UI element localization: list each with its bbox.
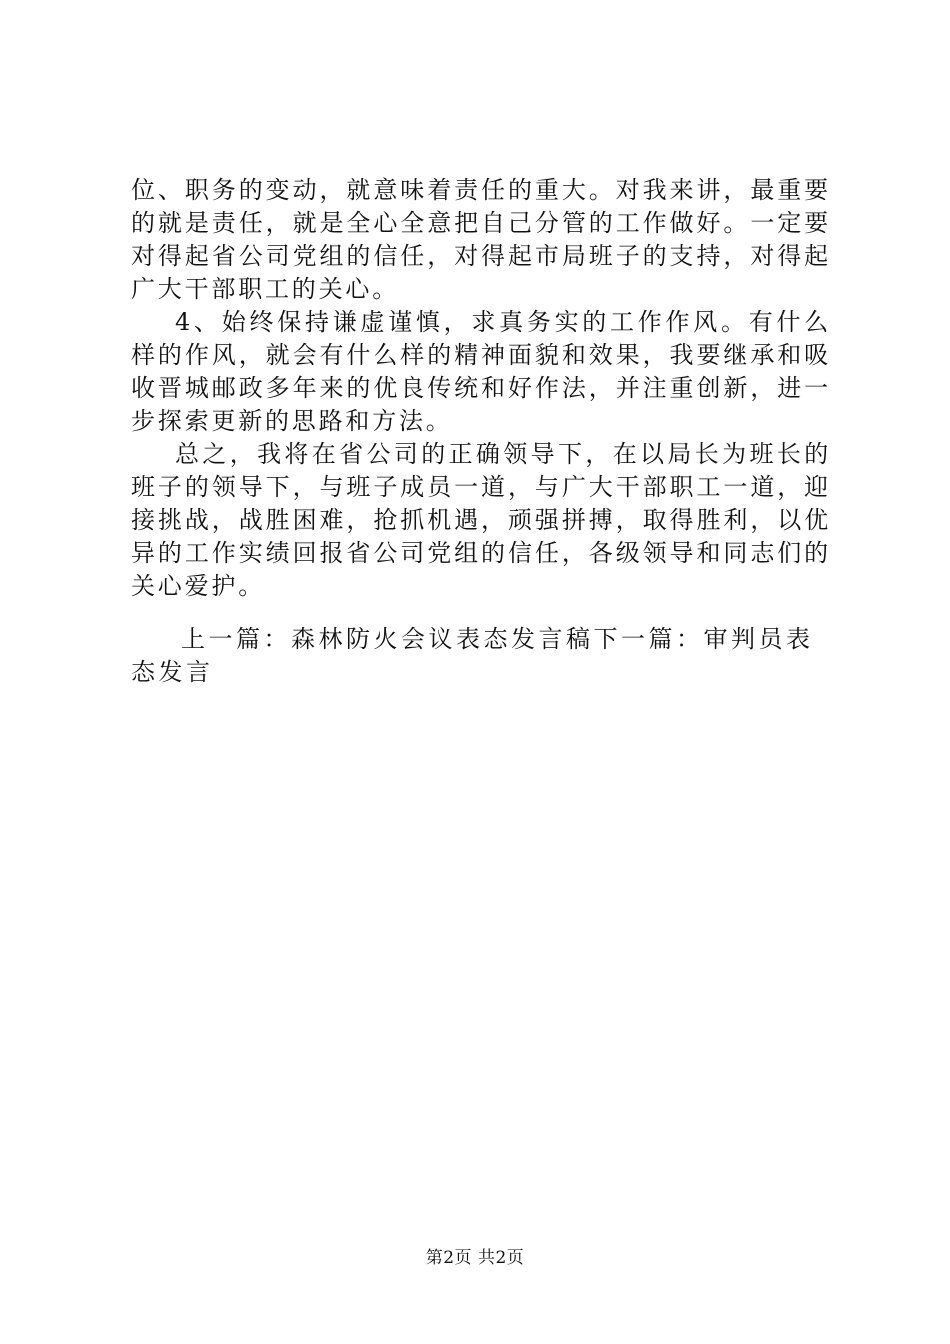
page-number-footer: 第2页 共2页 [425, 1248, 525, 1268]
prev-next-navigation[interactable]: 上一篇：森林防火会议表态发言稿下一篇：审判员表态发言 [131, 625, 814, 686]
document-body [131, 174, 831, 689]
paragraph-3: 总之，我将在省公司的正确领导下，在以局长为班长的班子的领导下，与班子成员一道，与广大干部职工一道，迎接挑战，战胜困难，抢抓机遇，顽强拼搏，取得胜利，以优异的工作实绩回报省公司党组的信任，各级领导和同志们的关心爱护。 [131, 440, 831, 600]
paragraph-1: 位、职务的变动，就意味着责任的重大。对我来讲，最重要的就是责任，就是全心全意把自己分管的工作做好。一定要对得起省公司党组的信任，对得起市局班子的支持，对得起广大干部职工的关心。 [131, 176, 831, 303]
paragraph-2: 4、始终保持谦虚谨慎，求真务实的工作作风。有什么样的作风，就会有什么样的精神面貌和效果，我要继承和吸收晋城邮政多年来的优良传统和好作法，并注重创新，进一步探索更新的思路和方法。 [131, 308, 831, 435]
